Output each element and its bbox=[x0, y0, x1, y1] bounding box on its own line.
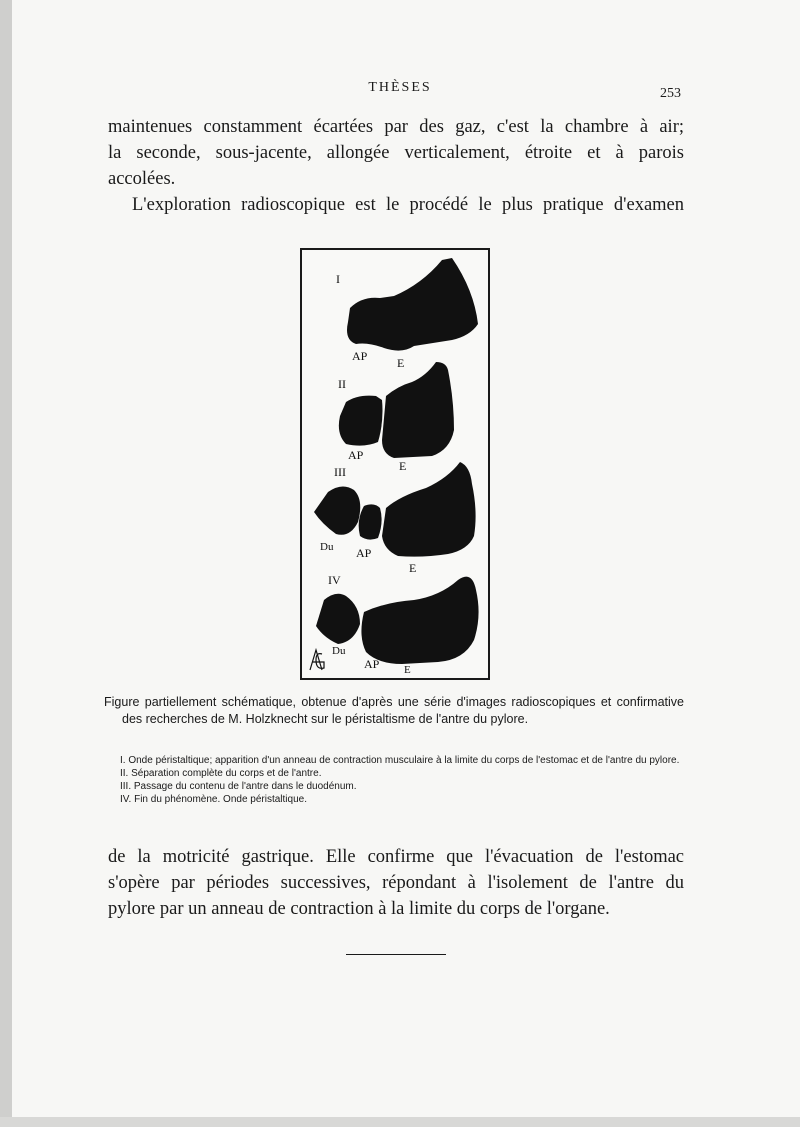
bottom-paragraph bbox=[108, 844, 684, 922]
panel-numeral: I bbox=[336, 272, 340, 286]
text-line: de la motricité gastrique. Elle confirme que l'évacuation de l'estomac bbox=[108, 847, 684, 867]
panel-2-antrum-shape bbox=[339, 396, 383, 446]
section-end-rule bbox=[346, 954, 446, 955]
text-line: L'exploration radioscopique est le procédé le plus pratique d'examen bbox=[132, 195, 684, 215]
text-line: accolées. bbox=[108, 169, 176, 189]
text-line: pylore par un anneau de contraction à la limite du corps de l'organe. bbox=[108, 899, 610, 919]
panel-numeral: III bbox=[334, 465, 346, 479]
note-item: IV. Fin du phénomène. Onde péristaltique. bbox=[120, 794, 307, 805]
radioscopy-figure bbox=[300, 248, 490, 680]
running-head: THÈSES bbox=[368, 80, 432, 95]
page-edge bbox=[0, 0, 12, 1127]
page-number: 253 bbox=[660, 86, 681, 101]
panel-2-body-shape bbox=[382, 362, 454, 458]
label: E bbox=[399, 459, 407, 473]
label: E bbox=[409, 561, 417, 575]
caption-text: Figure partiellement schématique, obtenue d'après une série d'images radioscopiques et confirmative des recherches de M. Holzknecht sur le péristaltisme de l'antre du pylore. bbox=[104, 695, 684, 726]
note-item: III. Passage du contenu de l'antre dans le duodénum. bbox=[120, 781, 357, 792]
figure-drawing bbox=[302, 250, 488, 678]
panel-numeral: II bbox=[338, 377, 346, 391]
panel-4-duodenum-shape bbox=[316, 594, 360, 644]
page-edge-bottom bbox=[0, 1117, 800, 1127]
engraver-monogram bbox=[310, 650, 324, 670]
figure-notes bbox=[104, 754, 684, 806]
figure-caption bbox=[104, 694, 684, 728]
label: Du bbox=[332, 645, 346, 657]
panel-3-duodenum-shape bbox=[314, 486, 360, 534]
top-paragraphs bbox=[108, 114, 684, 218]
label: E bbox=[404, 664, 411, 676]
text-line: la seconde, sous-jacente, allongée verticalement, étroite et à parois bbox=[108, 143, 684, 163]
label: AP bbox=[356, 546, 372, 560]
panel-3-antrum-shape bbox=[359, 504, 382, 539]
label: AP bbox=[348, 448, 364, 462]
note-item: I. Onde péristaltique; apparition d'un anneau de contraction musculaire à la limite du corps de l'estomac et de l'antre du pylore. bbox=[120, 755, 680, 766]
note-item: II. Séparation complète du corps et de l'antre. bbox=[120, 768, 322, 779]
label: Du bbox=[320, 541, 334, 553]
label: AP bbox=[364, 657, 380, 671]
panel-numeral: IV bbox=[328, 573, 341, 587]
panel-3-body-shape bbox=[382, 462, 476, 557]
panel-1-shape bbox=[347, 258, 478, 351]
label: AP bbox=[352, 349, 368, 363]
text-line: maintenues constamment écartées par des gaz, c'est la chambre à air; bbox=[108, 117, 684, 137]
panel-4-body-shape bbox=[361, 577, 478, 664]
label: E bbox=[397, 356, 405, 370]
text-line: s'opère par périodes successives, répondant à l'isolement de l'antre du bbox=[108, 873, 684, 893]
